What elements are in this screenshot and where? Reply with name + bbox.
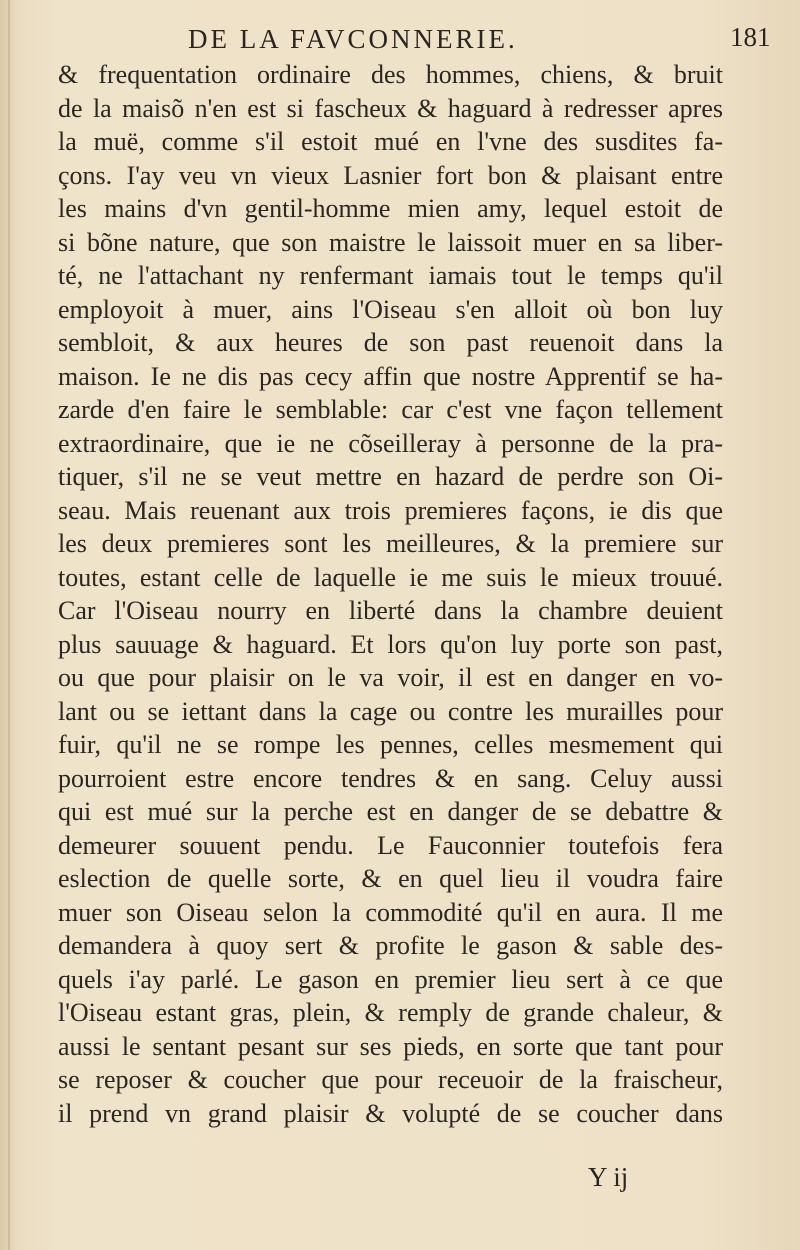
text-line: muer son Oiseau selon la commodité qu'il en aura. Il me [58,897,723,927]
text-line: se reposer & coucher que pour receuoir de la fraischeur, [58,1065,723,1094]
text-line: tiquer, s'il ne se veut mettre en hazard de perdre son Oi- [58,462,723,491]
text-line: demandera à quoy sert & profite le gason & sable des- [58,931,723,960]
text-line: maison. Ie ne dis pas cecy affin que nostre Apprentif se ha- [58,361,723,391]
text-line: fuir, qu'il ne se rompe les pennes, celles mesmement qui [58,730,723,759]
body-text [58,58,723,1130]
text-line: Car l'Oiseau nourry en liberté dans la chambre deuient [58,596,723,625]
signature-mark: Y ij [588,1162,629,1192]
text-line: ou que pour plaisir on le va voir, il est en danger en vo- [58,663,723,692]
text-line: & frequentation ordinaire des hommes, chiens, & bruit [58,60,723,89]
text-line: les mains d'vn gentil-homme mien amy, lequel estoit de [58,194,723,223]
text-line: çons. I'ay veu vn vieux Lasnier fort bon & plaisant entre [58,160,723,190]
text-line: toutes, estant celle de laquelle ie me suis le mieux trouué. [58,562,723,592]
text-line: seau. Mais reuenant aux trois premieres façons, ie dis que [58,495,723,525]
page-number: 181 [730,22,771,52]
text-line: de la maisõ n'en est si fascheux & haguard à redresser apres [58,93,723,123]
text-line: té, ne l'attachant ny renfermant iamais tout le temps qu'il [58,261,723,290]
text-line: si bõne nature, que son maistre le laissoit muer en sa liber- [58,227,723,257]
text-line: la muë, comme s'il estoit mué en l'vne des susdites fa- [58,127,723,156]
text-line: lant ou se iettant dans la cage ou contre les murailles pour [58,696,723,726]
text-line: extraordinaire, que ie ne cõseilleray à personne de la pra- [58,428,723,458]
text-line: plus sauuage & haguard. Et lors qu'on luy porte son past, [58,629,723,659]
text-line: employoit à muer, ains l'Oiseau s'en alloit où bon luy [58,294,723,324]
text-line: les deux premieres sont les meilleures, & la premiere sur [58,529,723,558]
text-line: eslection de quelle sorte, & en quel lieu il voudra faire [58,864,723,893]
text-line: sembloit, & aux heures de son past reuenoit dans la [58,328,723,357]
page-gutter [8,0,10,1250]
text-line: pourroient estre encore tendres & en sang. Celuy aussi [58,763,723,793]
text-line: quels i'ay parlé. Le gason en premier lieu sert à ce que [58,964,723,994]
text-line: demeurer souuent pendu. Le Fauconnier toutefois fera [58,830,723,860]
text-line: aussi le sentant pesant sur ses pieds, en sorte que tant pour [58,1031,723,1061]
text-line: il prend vn grand plaisir & volupté de se coucher dans [58,1098,723,1128]
page-header [0,14,800,58]
text-line: zarde d'en faire le semblable: car c'est vne façon tellement [58,395,723,424]
running-title: DE LA FAVCONNERIE. [188,24,518,54]
text-line: l'Oiseau estant gras, plein, & remply de grande chaleur, & [58,998,723,1027]
text-line: qui est mué sur la perche est en danger de se debattre & [58,797,723,826]
